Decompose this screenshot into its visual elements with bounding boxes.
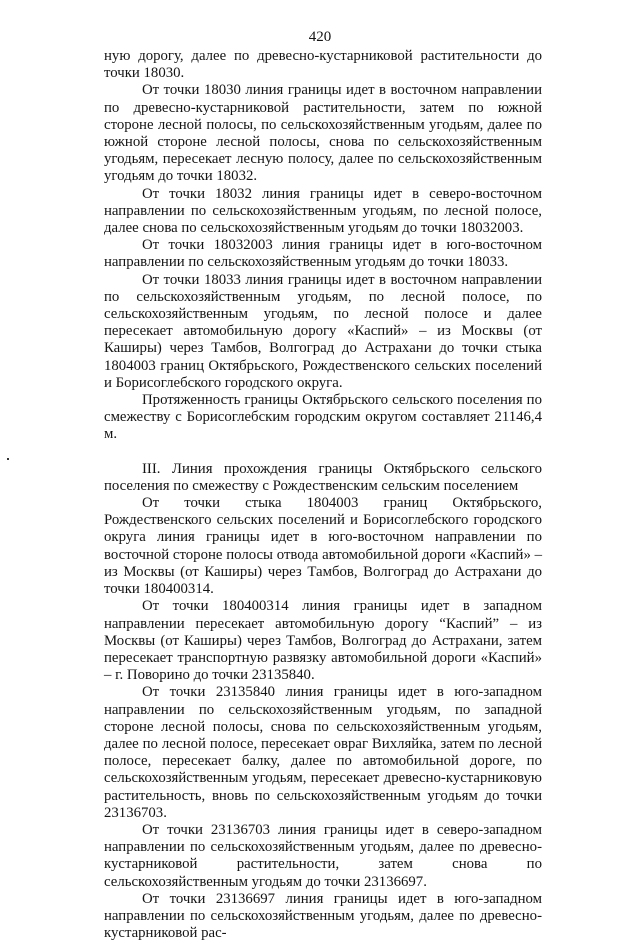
- paragraph: От точки стыка 1804003 границ Октябрьского, Рождественского сельских поселений и Борисоглебского городского округа линия границы идет в юго-восточном направлении по восточной стороне полосы отвода автомобильной дороги «Каспий» – из Москвы (от Каширы) через Тамбов, Волгоград до Астрахани до точки 180400314.: [104, 495, 542, 598]
- page-number: 420: [308, 29, 332, 45]
- paragraph: От точки 180400314 линия границы идет в западном направлении пересекает автомобильную дорогу “Каспий” – из Москвы (от Каширы) через Тамбов, Волгоград до Астрахани, затем пересекает транспортную развязку автомобильной дороги «Каспий» – г. Поворино до точки 23135840.: [104, 598, 542, 684]
- paragraph: От точки 18030 линия границы идет в восточном направлении по древесно-кустарниковой растительности, затем по южной стороне лесной полосы, по сельскохозяйственным угодьям, далее по южной стороне лесной полосы, снова по сельскохозяйственным угодьям, пересекает лесную полосу, далее по сельскохозяйственным угодьям до точки 18032.: [104, 82, 542, 185]
- scan-speck: [7, 458, 9, 460]
- paragraph: От точки 18032003 линия границы идет в юго-восточном направлении по сельскохозяйственным угодьям до точки 18033.: [104, 237, 542, 271]
- paragraph: От точки 18032 линия границы идет в северо-восточном направлении по сельскохозяйственным угодьям, по лесной полосе, далее снова по сельскохозяйственным угодьям до точки 18032003.: [104, 185, 542, 237]
- document-body: [104, 48, 542, 942]
- paragraph: От точки 23136697 линия границы идет в юго-западном направлении по сельскохозяйственным угодьям, далее по древесно-кустарниковой рас-: [104, 890, 542, 942]
- paragraph: От точки 23135840 линия границы идет в юго-западном направлении по сельскохозяйственным угодьям, по западной стороне лесной полосы, снова по сельскохозяйственным угодьям, далее по лесной полосе, пересекает овраг Вихляйка, затем по лесной полосе, пересекает балку, далее по автомобильной дороге, по сельскохозяйственным угодьям, пересекает древесно-кустарниковую растительность, вновь по сельскохозяйственным угодьям до точки 23136703.: [104, 684, 542, 821]
- paragraph: От точки 18033 линия границы идет в восточном направлении по сельскохозяйственным угодьям, по лесной полосе, по сельскохозяйственным угодьям, по лесной полосе и далее пересекает автомобильную дорогу «Каспий» – из Москвы (от Каширы) через Тамбов, Волгоград до Астрахани до точки стыка 1804003 границ Октябрьского, Рождественского сельских поселений и Борисоглебского городского округа.: [104, 271, 542, 391]
- paragraph-continuation: ную дорогу, далее по древесно-кустарниковой растительности до точки 18030.: [104, 48, 542, 82]
- section-heading: III. Линия прохождения границы Октябрьского сельского поселения по смежеству с Рождественским сельским поселением: [104, 460, 542, 494]
- paragraph-length-summary: Протяженность границы Октябрьского сельского поселения по смежеству с Борисоглебским городским округом составляет 21146,4 м.: [104, 392, 542, 443]
- paragraph: От точки 23136703 линия границы идет в северо-западном направлении по сельскохозяйственным угодьям, далее по древесно-кустарниковой растительности, затем снова по сельскохозяйственным угодьям до точки 23136697.: [104, 821, 542, 890]
